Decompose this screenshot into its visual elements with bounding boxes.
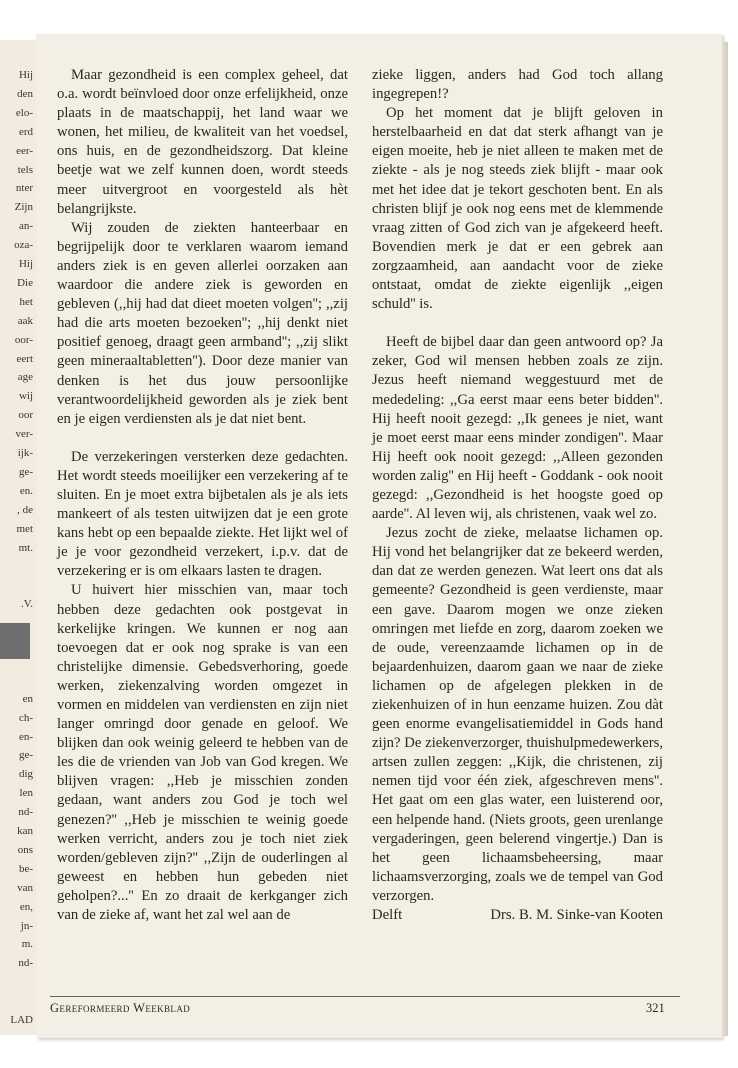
underlying-page-text-fragment: oor- (14, 333, 33, 346)
underlying-page-text-fragment: aak (17, 314, 33, 327)
publication-name: Gereformeerd Weekblad (50, 1001, 191, 1015)
article-column-right (372, 66, 663, 925)
article-column-left (57, 66, 348, 925)
paragraph: Op het moment dat je blijft geloven in herstelbaarheid en dat dat sterk afhangt van je eigen moeite, heb je niet alleen te maken met de ziekte - als je nog steeds ziek blijft - maar ook met het idee dat je tekort geschoten bent. En als christen blijf je ook nog eens met de klemmende vraag zitten of God zich van je afgekeerd heeft. Bovendien merk je dat er een gebrek aan zorgzaamheid, aan aandacht voor de zieke ontstaat, omdat de ziekte eigenlijk ,,eigen schuld'' is. (372, 105, 663, 313)
underlying-page-text-fragment: ge- (18, 749, 33, 762)
underlying-page-text-fragment: oza- (14, 239, 33, 252)
underlying-page-text-fragment: Zijn (14, 201, 33, 214)
underlying-page-text-fragment: LAD (10, 1014, 33, 1026)
paragraph: Jezus zocht de zieke, melaatse lichamen op. Hij vond het belangrijker dat ze bekeerd werden, dan dat ze werden genezen. Wat leert ons dat als gemeente? Gezondheid is geen verdienste, maar een gave. Daarom mogen we onze zieken omringen met liefde en zorg, daarom zoeken we de oude, vereenzaamde lichamen op in de bejaardenhuizen, daarom gaan we naar de zieke lichamen op de afgelegen plekken in de ziekenhuizen of in hun eenzame huizen. Zou dàt geen enorme evangelisatiemiddel in Gods hand zijn? De ziekenverzorger, thuishulpmedewerkers, artsen zullen zeggen: ,,Kijk, die christenen, zij nemen tijd voor één ziek, afgeschreven mens''. Het gaat om een glas water, een luisterend oor, een helpende hand. (Niets groots, geen urenlange vergaderingen, geen belerend vingertje.) Dan is het geen lichaamsbeheersing, maar lichaamsverzorging, zoals we de tempel van God verzorgen. (372, 525, 663, 904)
underlying-page-text-fragment: jn- (20, 919, 33, 932)
paragraph: Heeft de bijbel daar dan geen antwoord op? Ja zeker, God wil mensen hebben zoals ze zijn. Jezus heeft niemand weggestuurd met de mededeling: ,,Ga eerst maar eens beter bidden''. Hij heeft nooit gezegd: ,,Ik genees je niet, want je moet eerst maar eens minder zondigen''. Maar Hij heeft ook nooit gezegd: ,,Alleen gezonden worden zalig'' en Hij heeft - Goddank - ook nooit gezegd: ,,Gezondheid is het hoogste goed op aarde''. Al leven wij, als christenen, vaak wel zo. (372, 334, 663, 523)
underlying-page-text-fragment: kan (17, 825, 33, 837)
underlying-page-text-fragment: Hij (18, 258, 33, 270)
underlying-page-text-fragment: ons (17, 843, 33, 856)
paragraph: Wij zouden de ziekten hanteerbaar en begrijpelijk door te verklaren waarom iemand anders ziek is en geven allerlei oorzaken aan waardoor die andere ziek is geworden en gebleven (,,hij had dat dieet moeten volgen''; ,,zij had die arts moeten bezoeken''; ,,hij denkt niet positief genoeg, draagt geen armband''; ,,zij slikt geen mineraaltabletten''). Door deze manier van denken is het dus jouw persoonlijke verantwoordelijkheid geworden als je ziek bent en je eigen verdiensten als je dat niet bent. (57, 219, 348, 427)
underlying-page-text-fragment: len (19, 787, 33, 800)
underlying-page-text-fragment: erd (18, 125, 33, 138)
underlying-page-text-fragment: en. (19, 484, 33, 497)
underlying-page-text-fragment: nd- (18, 957, 33, 970)
underlying-page-text-fragment: ijk- (17, 447, 33, 459)
underlying-page-text-fragment: den (17, 87, 33, 100)
underlying-page-text-fragment: ge- (18, 465, 33, 478)
paragraph: U huivert hier misschien van, maar toch hebben deze gedachten ook postgevat in kerkelijke kringen. We kunnen er nog aan toevoegen dat er ook nog sprake is van een christelijke dimensie. Gebedsverhoring, goede werken, ziekenzalving worden omgezet in vormen en middelen van verdiensten en zijn niet langer omringd door genade en geloof. We blijken dan ook weinig geleerd te hebben van de les die de vrienden van Job van God kregen. We blijven vragen: ,,Heb je misschien zonden gedaan, want anders zou God je toch wel genezen?'' ,,Heb je misschien te weinig goede werken verricht, anders zou je toch niet ziek worden/gebleven zijn?'' ,,Zijn de ouderlingen al geweest en hebben hun gebeden niet geholpen?...'' En zo draait de kerkganger zich van de zieke af, want het zal wel aan de (57, 582, 348, 924)
underlying-page-text-fragment: be- (18, 862, 33, 875)
underlying-page-text-fragment: nd- (18, 806, 33, 819)
underlying-page-text-fragment: , de (17, 503, 33, 516)
underlying-page-text-fragment: mt. (18, 541, 33, 554)
underlying-page-text-fragment: en (22, 692, 33, 705)
underlying-page-text-fragment: met (16, 522, 33, 535)
underlying-page-text-fragment: tels (17, 163, 33, 176)
underlying-page-text-fragment: an- (18, 220, 33, 233)
signature-place: Delft (372, 907, 403, 924)
underlying-page-text-fragment: wij (18, 390, 33, 403)
page-edge-shadow (722, 42, 728, 1036)
underlying-page-text-fragment: ch- (18, 711, 33, 724)
underlying-page-text-fragment: het (19, 295, 33, 308)
underlying-page-text-fragment: age (17, 371, 33, 384)
underlying-page-text-fragment: .V. (20, 598, 33, 611)
signature-author: Drs. B. M. Sinke-van Kooten (490, 907, 663, 924)
page-number: 321 (646, 1001, 665, 1015)
underlying-page-text-fragment: eert (16, 352, 33, 365)
underlying-page-text-fragment: ver- (15, 428, 33, 441)
underlying-page-text-fragment: en- (18, 730, 33, 743)
underlying-page-text-fragment: dig (18, 768, 33, 781)
author-signature (372, 906, 663, 925)
paragraph: Maar gezondheid is een complex geheel, dat o.a. wordt beïnvloed door onze erfelijkheid, onze plaats in de maatschappij, het land waar we wonen, het milieu, de kwaliteit van het voedsel, ons huis, en de gezondheidszorg. Dat kleine beetje wat we zelf kunnen doen, wordt steeds meer uitvergroot en voorgesteld als hèt belangrijkste. (57, 67, 348, 217)
underlying-page-text-fragment: en, (19, 900, 33, 913)
underlying-page-text-fragment: Die (17, 276, 33, 289)
paragraph: zieke liggen, anders had God toch allang ingegrepen!? (372, 67, 663, 103)
underlying-page-edge (0, 40, 37, 1035)
underlying-page-text-fragment: m. (21, 938, 33, 951)
underlying-page-text-fragment: oor (18, 409, 33, 422)
underlying-page-text-fragment: van (17, 881, 33, 894)
underlying-page-text-fragment: nter (15, 182, 33, 195)
paragraph: De verzekeringen versterken deze gedachten. Het wordt steeds moeilijker een verzekering af te sluiten. En je moet extra bijbetalen als je als iets mankeert of als testen uitwijzen dat je een grote kans hebt op een bepaalde ziekte. Het lijkt wel of je je voor gezondheid verzekert, i.p.v. dat de verzekering er is om elkaars lasten te dragen. (57, 448, 348, 580)
underlying-page-text-fragment: Hij (18, 69, 33, 81)
footer-rule (50, 996, 680, 997)
underlying-page-gray-block (0, 623, 30, 659)
underlying-page-text-fragment: elo- (15, 106, 33, 119)
underlying-page-text-fragment: eer- (16, 144, 33, 157)
